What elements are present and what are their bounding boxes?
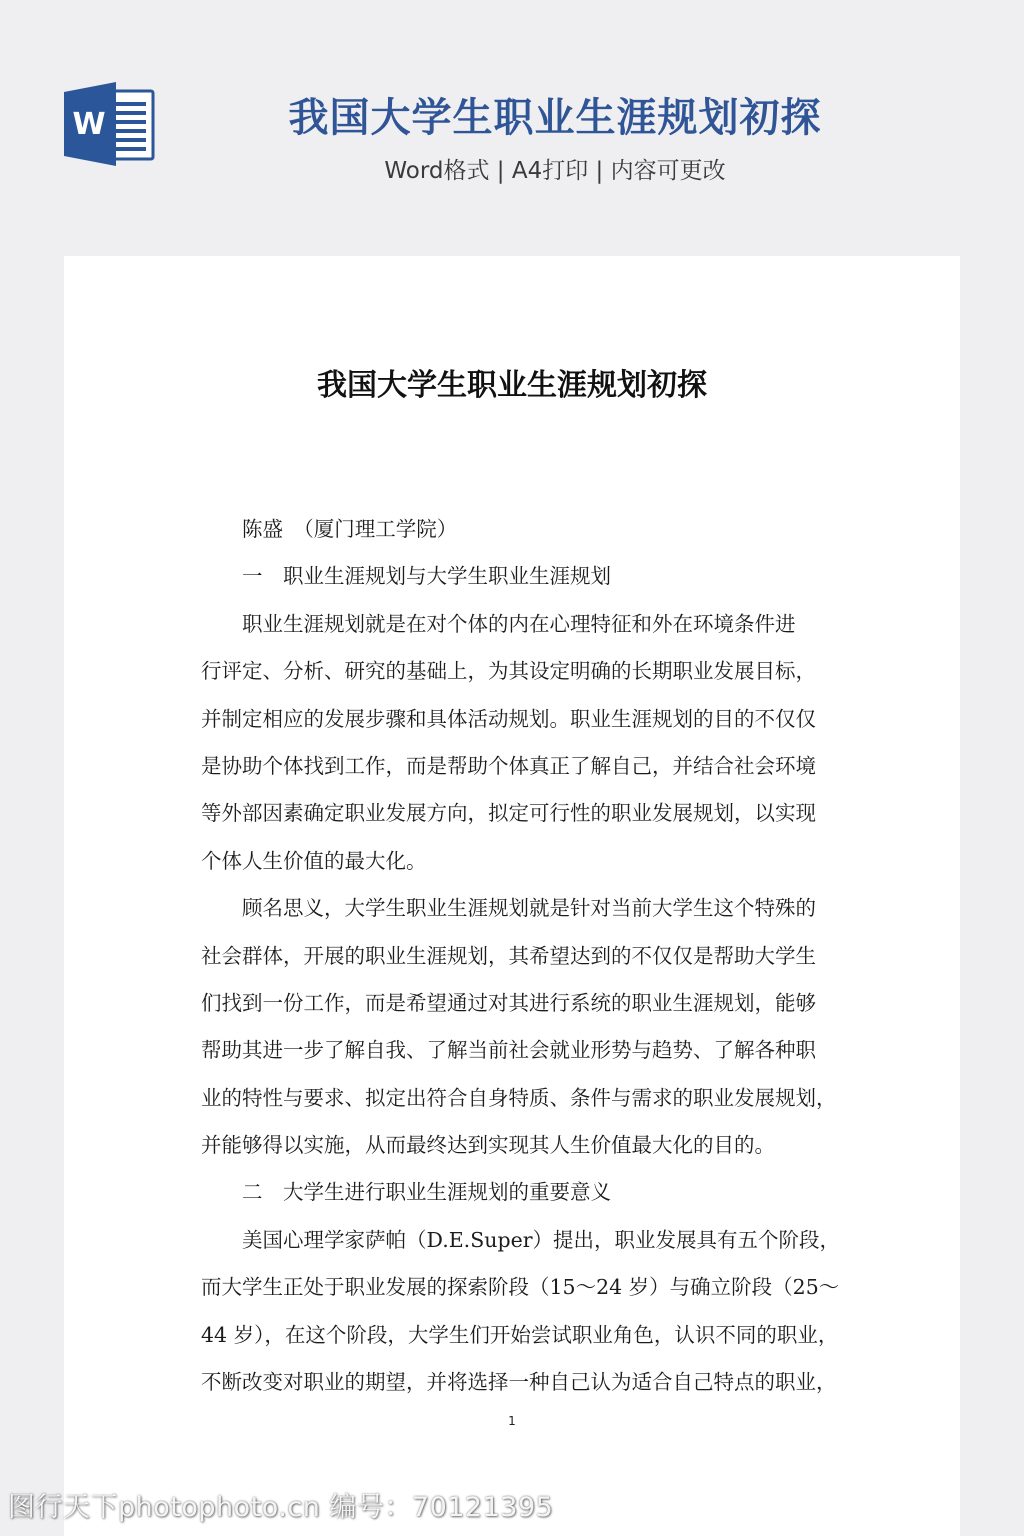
paragraph-line: 业的特性与要求、拟定出符合自身特质、条件与需求的职业发展规划， bbox=[201, 1085, 837, 1110]
document-body bbox=[201, 506, 841, 1406]
paragraph-line: 不断改变对职业的期望，并将选择一种自己认为适合自己特点的职业， bbox=[201, 1370, 837, 1395]
paragraph-line: 顾名思义，大学生职业生涯规划就是针对当前大学生这个特殊的 bbox=[242, 896, 816, 921]
watermark-text: 图行天下photophoto.cn 编号：70121395 bbox=[8, 1492, 554, 1523]
word-logo-letter: W bbox=[72, 107, 106, 142]
section-heading-2: 二 大学生进行职业生涯规划的重要意义 bbox=[242, 1180, 611, 1205]
paragraph-line: 并制定相应的发展步骤和具体活动规划。职业生涯规划的目的不仅仅 bbox=[201, 706, 816, 731]
paragraph-line: 们找到一份工作，而是希望通过对其进行系统的职业生涯规划，能够 bbox=[201, 990, 816, 1015]
paragraph-line: 44 岁），在这个阶段，大学生们开始尝试职业角色，认识不同的职业， bbox=[201, 1322, 839, 1347]
paragraph-line: 社会群体，开展的职业生涯规划，其希望达到的不仅仅是帮助大学生 bbox=[201, 943, 816, 968]
banner-subtitle: Word格式 | A4打印 | 内容可更改 bbox=[384, 158, 726, 184]
paragraph-line: 并能够得以实施，从而最终达到实现其人生价值最大化的目的。 bbox=[201, 1133, 775, 1158]
section-heading-1: 一 职业生涯规划与大学生职业生涯规划 bbox=[242, 564, 611, 589]
document-page bbox=[64, 256, 960, 1536]
paragraph-line: 个体人生价值的最大化。 bbox=[201, 848, 427, 873]
paragraph-line: 帮助其进一步了解自我、了解当前社会就业形势与趋势、了解各种职 bbox=[201, 1038, 816, 1063]
page-number: 1 bbox=[508, 1414, 516, 1428]
paragraph-line: 职业生涯规划就是在对个体的内在心理特征和外在环境条件进 bbox=[242, 611, 796, 636]
paragraph-line: 等外部因素确定职业发展方向，拟定可行性的职业发展规划，以实现 bbox=[201, 801, 816, 826]
document-title: 我国大学生职业生涯规划初探 bbox=[317, 368, 707, 403]
paragraph-line: 是协助个体找到工作，而是帮助个体真正了解自己，并结合社会环境 bbox=[201, 753, 816, 778]
document-banner bbox=[0, 0, 1024, 240]
author-line: 陈盛 （厦门理工学院） bbox=[242, 517, 458, 541]
paragraph-line: 行评定、分析、研究的基础上，为其设定明确的长期职业发展目标， bbox=[201, 659, 816, 684]
paragraph-line: 而大学生正处于职业发展的探索阶段（15～24 岁）与确立阶段（25～ bbox=[201, 1275, 840, 1300]
word-doc-icon bbox=[64, 82, 156, 166]
banner-title: 我国大学生职业生涯规划初探 bbox=[288, 95, 822, 141]
paragraph-line: 美国心理学家萨帕（D.E.Super）提出，职业发展具有五个阶段， bbox=[242, 1227, 841, 1252]
